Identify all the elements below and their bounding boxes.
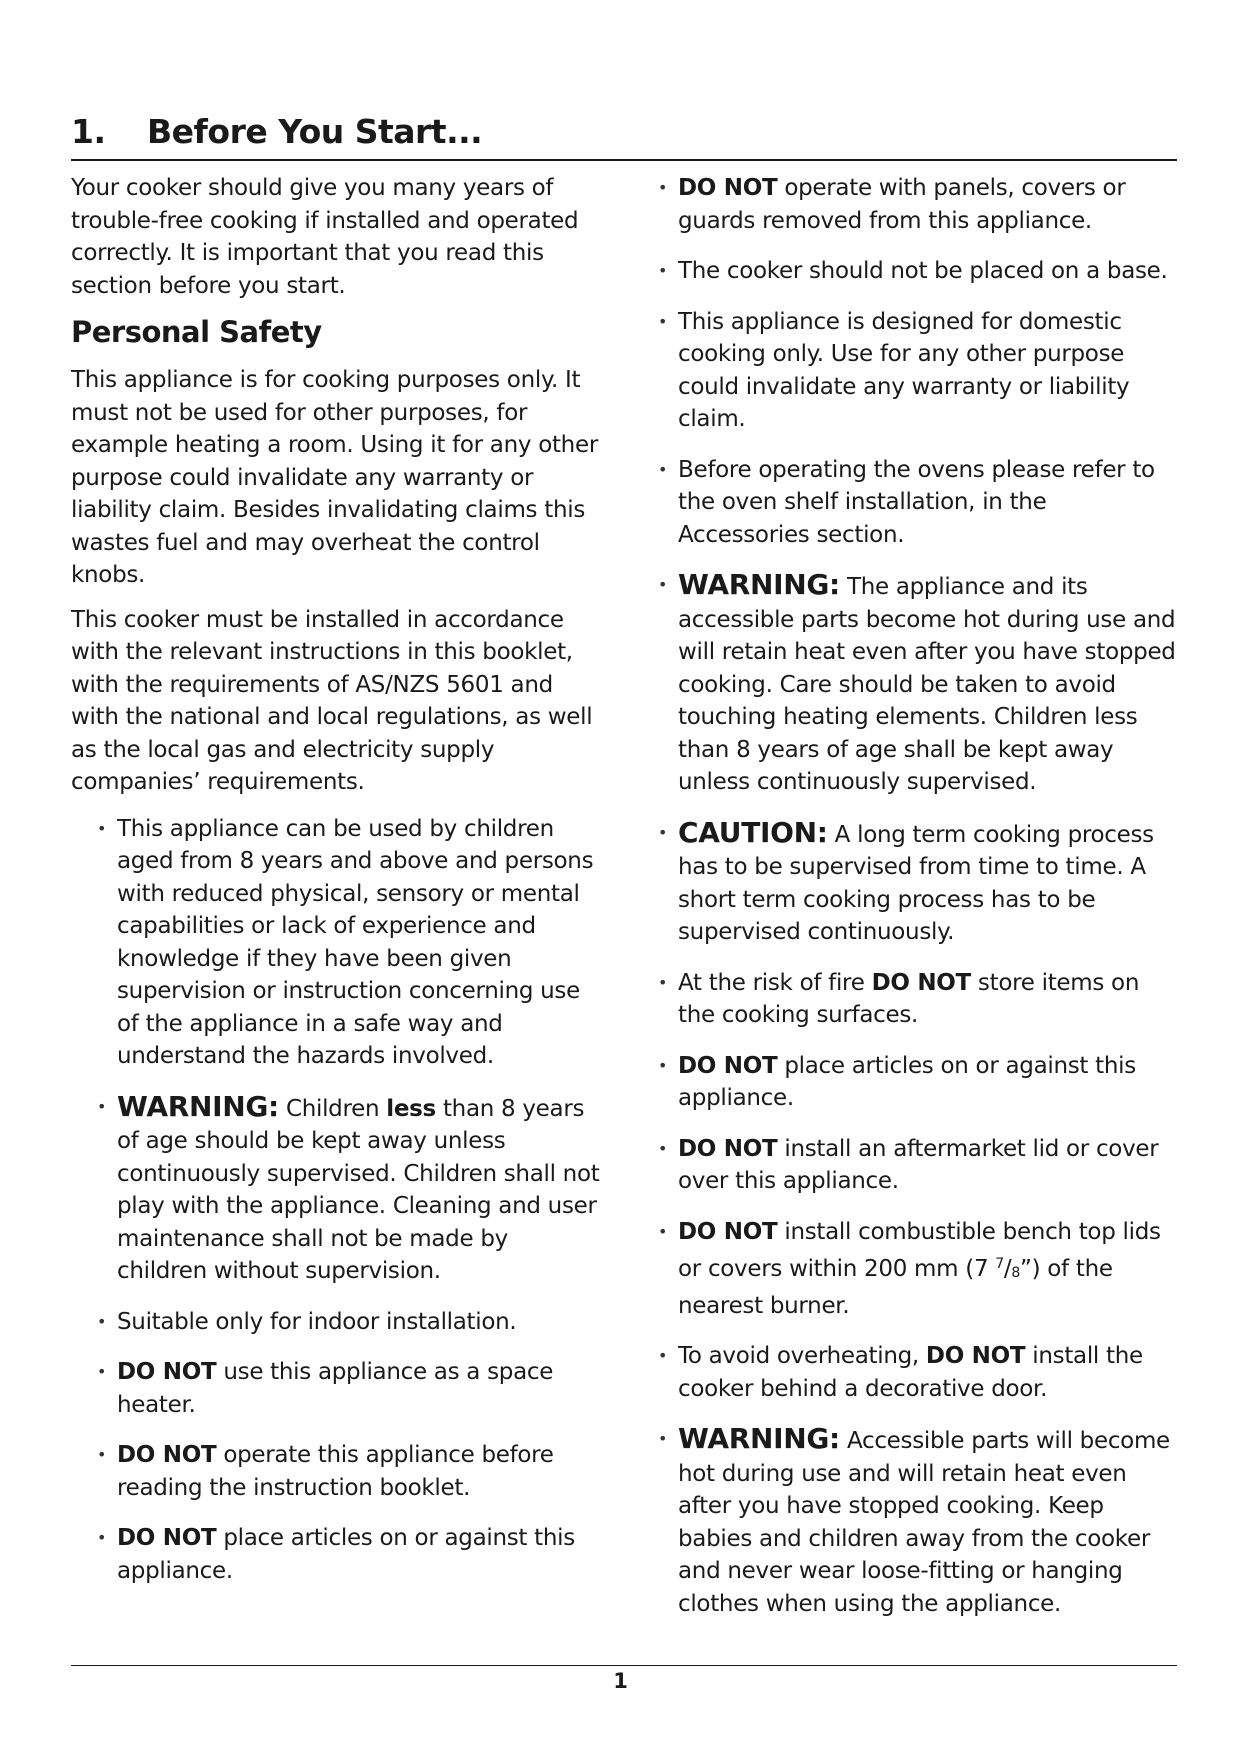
title-rule <box>71 159 1177 161</box>
fraction-slash: / <box>1003 1256 1012 1282</box>
list-item <box>658 172 1178 237</box>
list-item-text: operate this appliance before reading the instruction booklet. <box>117 1442 554 1501</box>
list-item <box>658 1216 1178 1323</box>
list-item-text: install the cooker behind a decorative door. <box>678 1343 1143 1402</box>
footer-rule <box>71 1665 1177 1666</box>
fraction-denominator: 8 <box>1011 1265 1020 1281</box>
list-item-text: place articles on or against this appliance. <box>678 1052 1136 1111</box>
list-item <box>658 454 1178 552</box>
list-item-text: Suitable only for indoor installation. <box>117 1308 517 1335</box>
list-item-text: place articles on or against this appliance. <box>117 1525 575 1584</box>
section-number: 1. <box>71 112 106 151</box>
do-not-label: DO NOT <box>678 1135 778 1162</box>
list-item <box>97 1522 601 1587</box>
left-column <box>71 172 601 1605</box>
list-item-text: use this appliance as a space heater. <box>117 1359 554 1418</box>
list-item-text: install combustible bench top lids or covers within 200 mm (7 <box>678 1218 1161 1282</box>
list-item-text: A long term cooking process has to be supervised from time to time. A short term cooking process has to be supervised continuously. <box>678 821 1154 945</box>
do-not-label: DO NOT <box>925 1343 1026 1369</box>
personal-safety-heading: Personal Safety <box>71 315 322 349</box>
list-item <box>658 1133 1178 1198</box>
list-item-text: store items on the cooking surfaces. <box>678 969 1140 1028</box>
list-item-text: This appliance is designed for domestic cooking only. Use for any other purpose could invalidate any warranty or liability claim. <box>678 308 1130 432</box>
caution-label: CAUTION: <box>678 815 828 849</box>
list-item <box>97 1439 601 1504</box>
list-item-text: This appliance can be used by children aged from 8 years and above and persons with reduced physical, sensory or mental capabilities or lack of experience and knowledge if they have been given supervision or instruction concerning use of the appliance in a safe way and understand the hazards involved. <box>117 815 594 1069</box>
list-item <box>658 817 1178 949</box>
safety-paragraph-2: This cooker must be installed in accordance with the relevant instructions in this booklet, with the requirements of AS/NZS 5601 and with the national and local regulations, as well as the local gas and electricity supply companies’ requirements. <box>71 606 593 795</box>
list-item <box>658 1050 1178 1115</box>
do-not-label: DO NOT <box>678 1218 778 1245</box>
do-not-label: DO NOT <box>678 1052 778 1079</box>
do-not-label: DO NOT <box>117 1525 217 1551</box>
list-item <box>658 255 1178 288</box>
list-item-text: install an aftermarket lid or cover over this appliance. <box>678 1135 1159 1194</box>
list-item-text: operate with panels, covers or guards removed from this appliance. <box>678 175 1126 234</box>
list-item-text: The cooker should not be placed on a base. <box>678 258 1168 284</box>
list-item-text: Before operating the ovens please refer to the oven shelf installation, in the Accessories section. <box>678 456 1155 548</box>
page-number: 1 <box>613 1669 628 1693</box>
warning-label: WARNING: <box>117 1089 279 1123</box>
list-item <box>658 1340 1178 1405</box>
do-not-label: DO NOT <box>871 969 971 996</box>
emphasis-text: less <box>386 1095 436 1122</box>
fraction-numerator: 7 <box>995 1256 1004 1272</box>
warning-label: WARNING: <box>678 1422 840 1455</box>
list-item-text: ”) of the nearest burner. <box>678 1256 1113 1319</box>
right-column <box>658 172 1178 1638</box>
list-item <box>97 1091 601 1288</box>
list-item-text: Children <box>278 1095 387 1122</box>
list-item-text: To avoid overheating, <box>678 1343 926 1369</box>
do-not-label: DO NOT <box>117 1442 217 1468</box>
list-item <box>97 813 601 1073</box>
list-item <box>97 1306 601 1339</box>
do-not-label: DO NOT <box>117 1359 217 1385</box>
left-bullet-list <box>97 813 601 1588</box>
list-item-text: The appliance and its accessible parts become hot during use and will retain heat even after you have stopped cooking. Care should be taken to avoid touching heating elements. Children less than 8 years of age shall be kept away unless continuously supervised. <box>678 574 1176 795</box>
section-title: Before You Start... <box>147 112 483 151</box>
page-title <box>71 112 482 151</box>
right-bullet-list <box>658 172 1178 1620</box>
list-item <box>97 1356 601 1421</box>
safety-paragraph-1: This appliance is for cooking purposes only. It must not be used for other purposes, for example heating a room. Using it for any other purpose could invalidate any warranty or liability claim. Besides invalidating claims this wastes fuel and may overheat the control knobs. <box>71 367 598 588</box>
list-item <box>658 306 1178 436</box>
list-item-text: Accessible parts will become hot during use and will retain heat even after you have stopped cooking. Keep babies and children away from the cooker and never wear loose-fitting or hanging clothes when using the appliance. <box>678 1428 1170 1617</box>
list-item <box>658 967 1178 1032</box>
warning-label: WARNING: <box>678 568 840 601</box>
list-item <box>658 569 1178 799</box>
list-item <box>658 1423 1178 1620</box>
list-item-text: At the risk of fire <box>678 969 872 996</box>
intro-paragraph: Your cooker should give you many years of trouble-free cooking if installed and operated correctly. It is important that you read this section before you start. <box>71 175 579 299</box>
do-not-label: DO NOT <box>678 175 778 201</box>
list-item-text: than 8 years of age should be kept away unless continuously supervised. Children shall not play with the appliance. Cleaning and user maintenance shall not be made by children without supervision. <box>117 1095 600 1284</box>
